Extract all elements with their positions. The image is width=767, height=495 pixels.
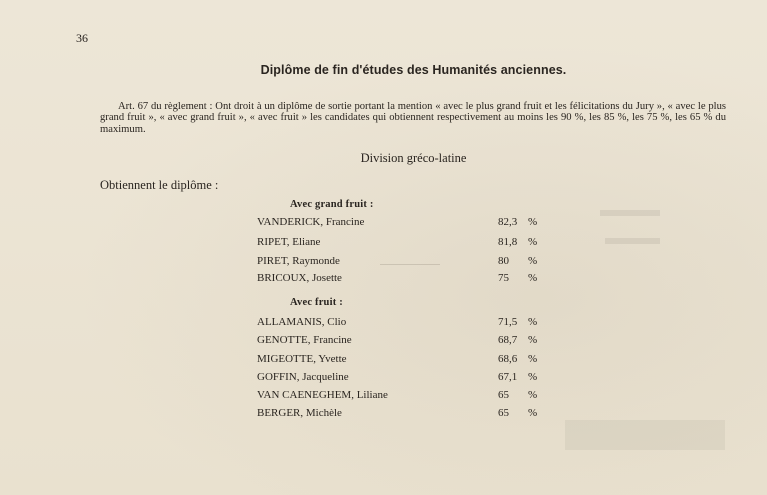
table-row — [257, 255, 547, 271]
percent-sign: % — [528, 407, 538, 419]
percent-sign: % — [528, 371, 538, 383]
candidate-name: MIGEOTTE, Yvette — [257, 353, 347, 365]
candidate-score: 67,1 — [498, 371, 518, 383]
percent-sign: % — [528, 334, 538, 346]
show-through-decoration — [600, 210, 660, 216]
table-row — [257, 272, 547, 288]
percent-sign: % — [528, 353, 538, 365]
show-through-decoration — [605, 238, 660, 244]
article-paragraph: Art. 67 du règlement : Ont droit à un diplôme de sortie portant la mention « avec le plus grand fruit et les félicitations du Jury », « avec le plus grand fruit », « avec grand fruit », « avec fruit » les candidates qui obtiennent respectivement au moins les 90 %, les 85 %, les 75 %, les 65 % du maximum. — [100, 101, 726, 135]
percent-sign: % — [528, 255, 538, 267]
percent-sign: % — [528, 272, 538, 284]
candidate-score: 68,6 — [498, 353, 518, 365]
candidate-name: VANDERICK, Francine — [257, 216, 365, 228]
division-heading: Division gréco-latine — [360, 151, 467, 165]
table-row — [257, 407, 547, 423]
show-through-decoration — [565, 420, 725, 450]
candidate-score: 65 — [498, 389, 509, 401]
table-row — [257, 316, 547, 332]
group-heading-fruit: Avec fruit : — [290, 297, 343, 308]
document-title: Diplôme de fin d'études des Humanités anciennes. — [260, 63, 567, 77]
table-row — [257, 236, 547, 252]
table-row — [257, 389, 547, 405]
candidate-name: PIRET, Raymonde — [257, 255, 340, 267]
candidate-score: 81,8 — [498, 236, 518, 248]
candidate-name: RIPET, Eliane — [257, 236, 321, 248]
percent-sign: % — [528, 316, 538, 328]
candidate-score: 65 — [498, 407, 509, 419]
candidate-name: BERGER, Michèle — [257, 407, 342, 419]
candidate-name: VAN CAENEGHEM, Liliane — [257, 389, 388, 401]
candidate-name: GOFFIN, Jacqueline — [257, 371, 349, 383]
table-row — [257, 371, 547, 387]
candidate-score: 75 — [498, 272, 509, 284]
percent-sign: % — [528, 236, 538, 248]
table-row — [257, 353, 547, 369]
candidate-name: GENOTTE, Francine — [257, 334, 352, 346]
candidate-score: 82,3 — [498, 216, 518, 228]
candidate-name: BRICOUX, Josette — [257, 272, 342, 284]
candidate-name: ALLAMANIS, Clio — [257, 316, 347, 328]
candidate-score: 80 — [498, 255, 509, 267]
page-number: 36 — [76, 31, 88, 45]
obtiennent-label: Obtiennent le diplôme : — [100, 178, 219, 192]
percent-sign: % — [528, 216, 538, 228]
candidate-score: 71,5 — [498, 316, 518, 328]
group-heading-grand-fruit: Avec grand fruit : — [290, 199, 374, 210]
percent-sign: % — [528, 389, 538, 401]
table-row — [257, 334, 547, 350]
candidate-score: 68,7 — [498, 334, 518, 346]
table-row — [257, 216, 547, 232]
